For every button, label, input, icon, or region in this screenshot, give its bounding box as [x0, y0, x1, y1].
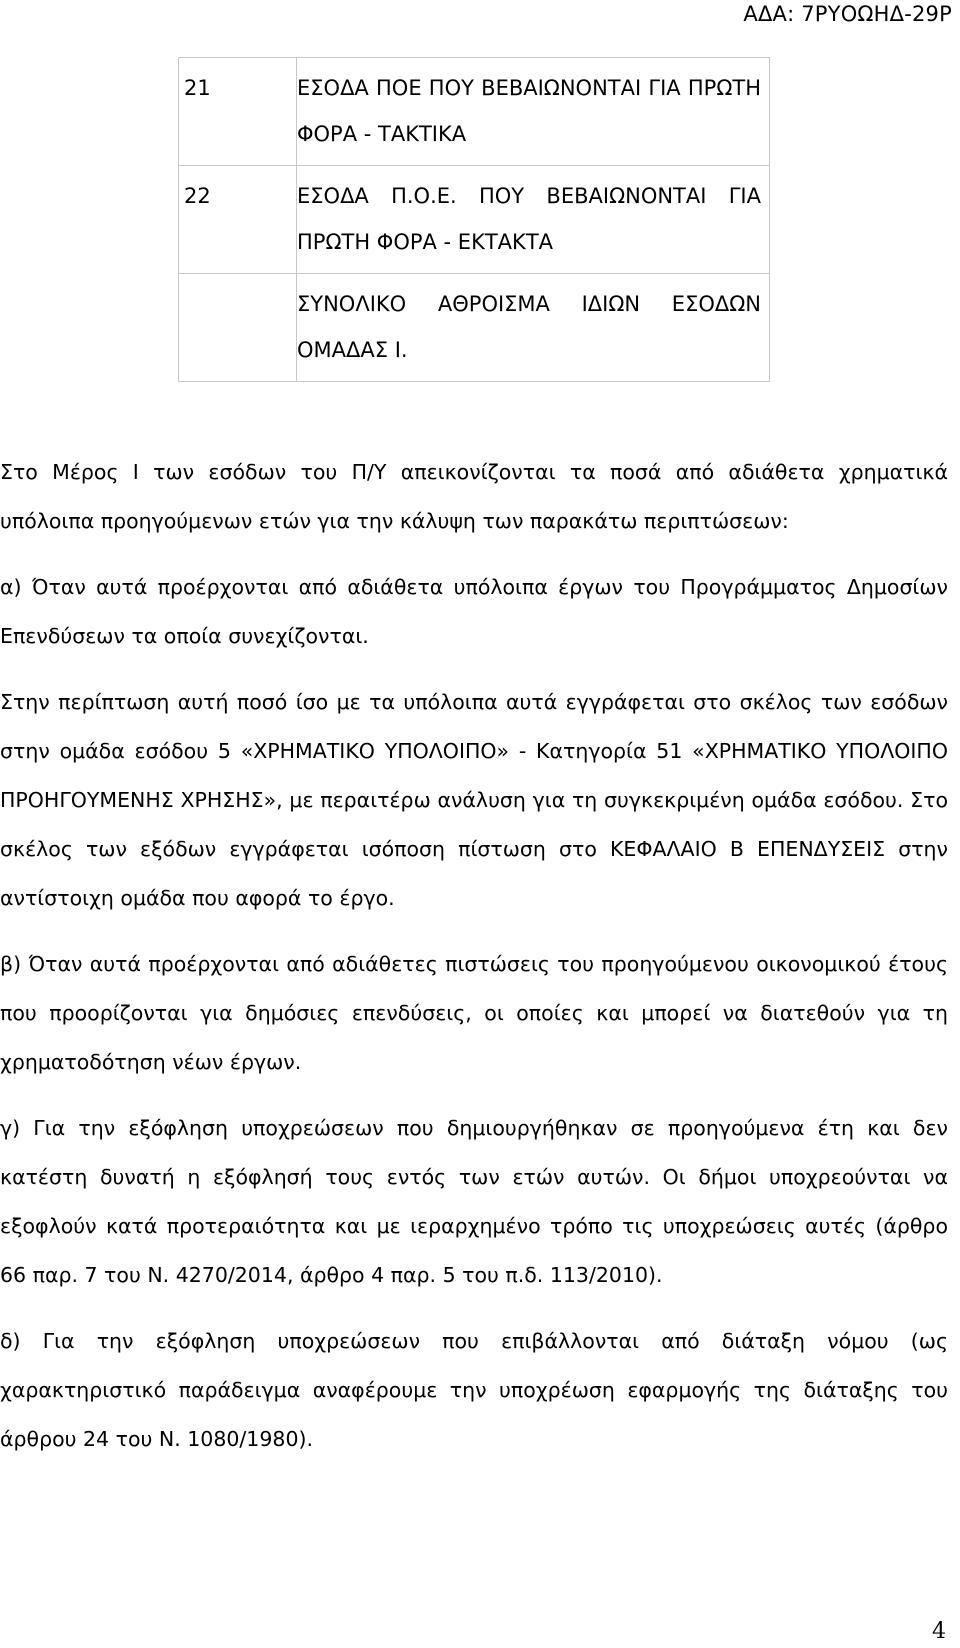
case-d-paragraph: δ) Για την εξόφληση υποχρεώσεων που επιβάλλονται από διάταξη νόμου (ως χαρακτηριστικό παράδειγμα αναφέρουμε την υποχρέωση εφαρμογής της διάταξης του άρθρου 24 του Ν. 1080/1980). — [0, 1329, 948, 1451]
page-number: 4 — [932, 1619, 946, 1644]
ada-code: ΑΔΑ: 7ΡΥΟΩΗΔ-29Ρ — [743, 2, 952, 26]
case-c-paragraph: γ) Για την εξόφληση υποχρεώσεων που δημιουργήθηκαν σε προηγούμενα έτη και δεν κατέστη δυνατή η εξόφλησή τους εντός των ετών αυτών. Οι δήμοι υποχρεούνται να εξοφλούν κατά προτεραιότητα και με ιεραρχημένο τρόπο τις υποχρεώσεις αυτές (άρθρο 66 παρ. 7 του Ν. 4270/2014, άρθρο 4 παρ. 5 του π.δ. 113/2010). — [0, 1116, 948, 1287]
case-a-paragraph: α) Όταν αυτά προέρχονται από αδιάθετα υπόλοιπα έργων του Προγράμματος Δημοσίων Επενδύσεων τα οποία συνεχίζονται. — [0, 575, 948, 648]
row-number — [179, 274, 297, 382]
intro-paragraph: Στο Μέρος Ι των εσόδων του Π/Υ απεικονίζονται τα ποσά από αδιάθετα χρηματικά υπόλοιπα προηγούμενων ετών για την κάλυψη των παρακάτω περιπτώσεων: — [0, 460, 948, 533]
row-number: 21 — [179, 58, 297, 166]
row-number: 22 — [179, 166, 297, 274]
table-row — [179, 58, 770, 166]
body-text — [0, 448, 948, 1481]
table-row — [179, 274, 770, 382]
case-b-paragraph: β) Όταν αυτά προέρχονται από αδιάθετες πιστώσεις του προηγούμενου οικονομικού έτους που προορίζονται για δημόσιες επενδύσεις, οι οποίες και μπορεί να διατεθούν για τη χρηματοδότηση νέων έργων. — [0, 952, 948, 1074]
revenue-table — [178, 57, 770, 382]
row-description: ΣΥΝΟΛΙΚΟ ΑΘΡΟΙΣΜΑ ΙΔΙΩΝ ΕΣΟΔΩΝ ΟΜΑΔΑΣ Ι. — [297, 274, 770, 382]
table-row — [179, 166, 770, 274]
row-description: ΕΣΟΔΑ Π.Ο.Ε. ΠΟΥ ΒΕΒΑΙΩΝΟΝΤΑΙ ΓΙΑ ΠΡΩΤΗ ΦΟΡΑ - ΕΚΤΑΚΤΑ — [297, 166, 770, 274]
row-description: ΕΣΟΔΑ ΠΟΕ ΠΟΥ ΒΕΒΑΙΩΝΟΝΤΑΙ ΓΙΑ ΠΡΩΤΗ ΦΟΡΑ - ΤΑΚΤΙΚΑ — [297, 58, 770, 166]
case-a-detail-paragraph: Στην περίπτωση αυτή ποσό ίσο με τα υπόλοιπα αυτά εγγράφεται στο σκέλος των εσόδων στην ομάδα εσόδου 5 «ΧΡΗΜΑΤΙΚΟ ΥΠΟΛΟΙΠΟ» - Κατηγορία 51 «ΧΡΗΜΑΤΙΚΟ ΥΠΟΛΟΙΠΟ ΠΡΟΗΓΟΥΜΕΝΗΣ ΧΡΗΣΗΣ», με περαιτέρω ανάλυση για τη συγκεκριμένη ομάδα εσόδου. Στο σκέλος των εξόδων εγγράφεται ισόποση πίστωση στο ΚΕΦΑΛΑΙΟ Β ΕΠΕΝΔΥΣΕΙΣ στην αντίστοιχη ομάδα που αφορά το έργο. — [0, 690, 948, 910]
